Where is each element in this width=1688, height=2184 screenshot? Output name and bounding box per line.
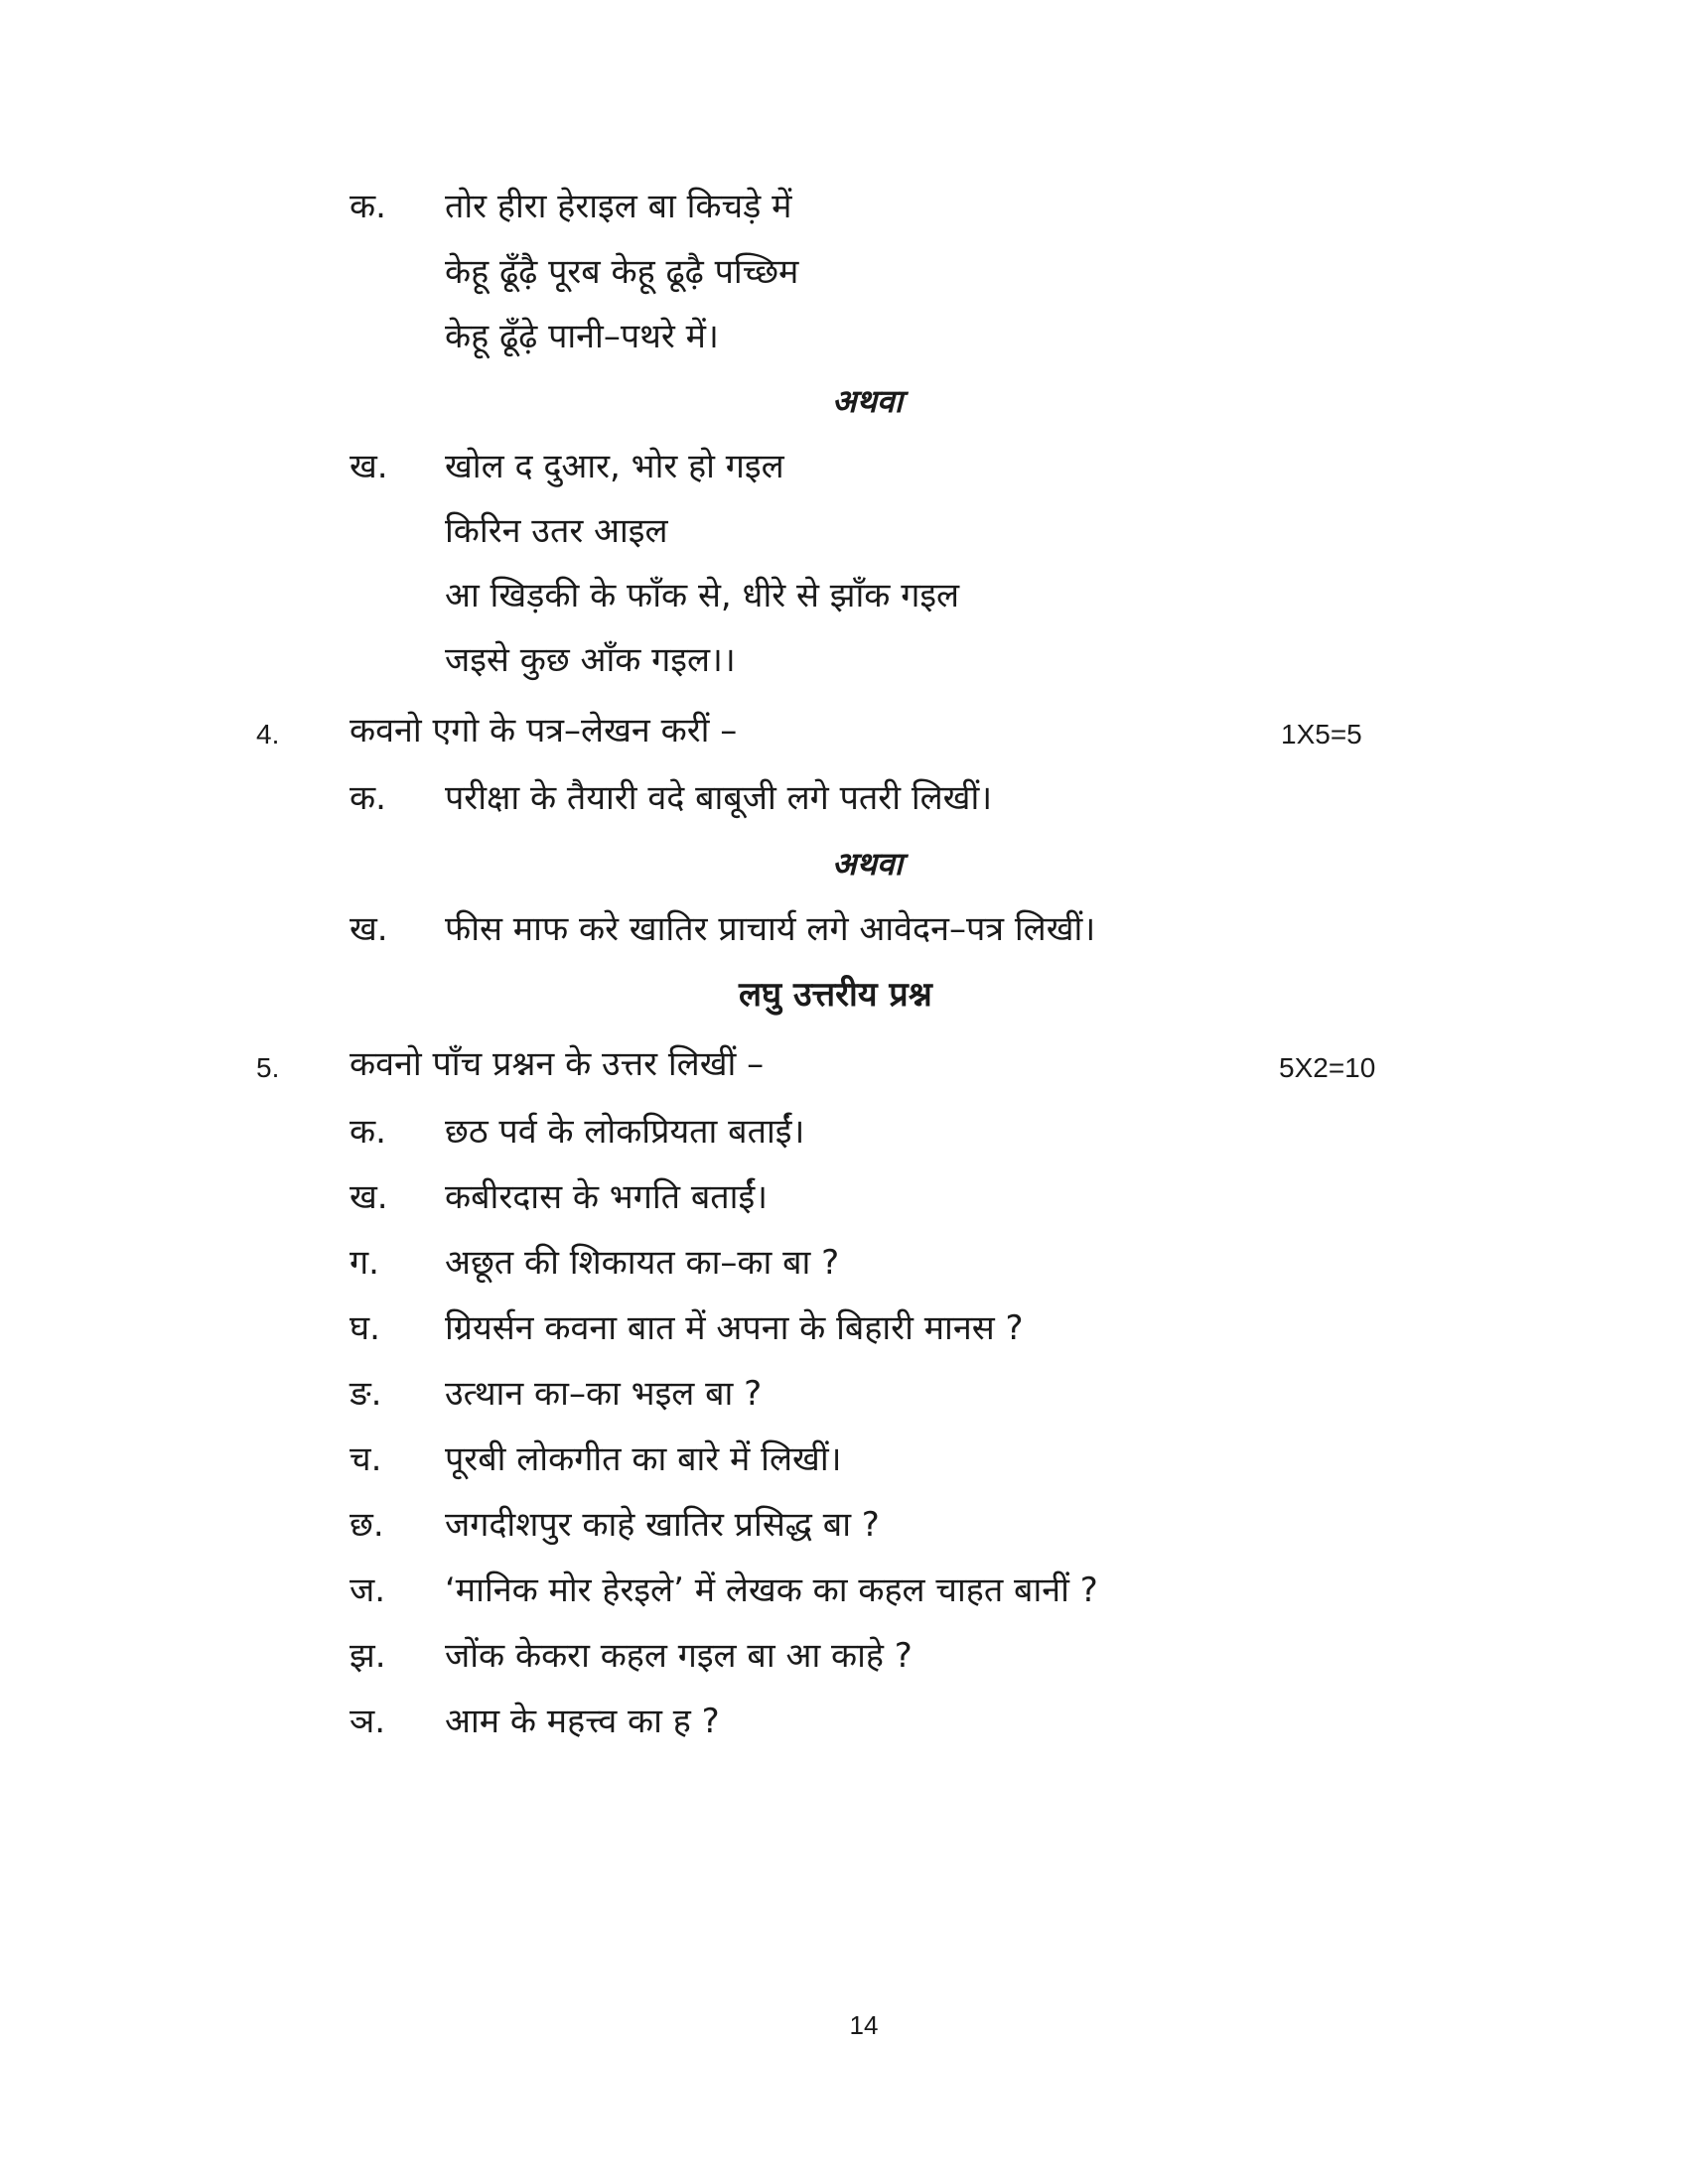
q5-item-label: छ.	[350, 1505, 384, 1545]
q5-item-text: पूरबी लोकगीत का बारे में लिखीं।	[445, 1439, 842, 1479]
q3-b-line-3: आ खिड़की के फाँक से, धीरे से झाँक गइल	[445, 576, 960, 615]
q4-title: कवनो एगो के पत्र–लेखन करीं –	[350, 711, 738, 751]
q5-item-label: झ.	[350, 1636, 386, 1676]
section-heading: लघु उत्तरीय प्रश्न	[739, 975, 932, 1015]
q3-b-label: ख.	[350, 447, 388, 486]
q4-a-text: परीक्षा के तैयारी वदे बाबूजी लगे पतरी लिखीं।	[445, 778, 993, 818]
q3-b-line-1: खोल द दुआर, भोर हो गइल	[445, 447, 784, 486]
q5-item-label: ञ.	[350, 1702, 386, 1741]
q5-title: कवनो पाँच प्रश्नन के उत्तर लिखीं –	[350, 1044, 765, 1084]
q5-item-text: उत्थान का–का भइल बा ?	[445, 1374, 763, 1414]
q4-b-label: ख.	[350, 909, 388, 949]
q3-b-line-2: किरिन उतर आइल	[445, 511, 668, 551]
q5-item-label: च.	[350, 1439, 382, 1479]
q3-a-line-3: केहू ढूँढ़े पानी–पथरे में।	[445, 317, 719, 356]
q5-item-label: ङ.	[350, 1374, 382, 1414]
q5-item-text: आम के महत्त्व का ह ?	[445, 1702, 720, 1741]
q5-item-text: अछूत की शिकायत का–का बा ?	[445, 1243, 840, 1283]
q4-b-text: फीस माफ करे खातिर प्राचार्य लगे आवेदन–पत्र लिखीं।	[445, 909, 1096, 949]
q3-b-line-4: जइसे कुछ आँक गइल।।	[445, 640, 736, 680]
q4-number: 4.	[256, 719, 280, 750]
q5-item-label: ख.	[350, 1177, 388, 1217]
q3-a-label: क.	[350, 187, 386, 226]
q5-item-text: ‘मानिक मोर हेरइले’ में लेखक का कहल चाहत बानीं ?	[445, 1570, 1098, 1610]
q4-or-label: अथवा	[832, 845, 903, 883]
q3-or-label: अथवा	[832, 382, 903, 420]
q4-marks: 1X5=5	[1281, 719, 1362, 750]
q5-item-text: जोंक केकरा कहल गइल बा आ काहे ?	[445, 1636, 913, 1676]
q3-a-line-2: केहू ढूँढ़ै पूरब केहू ढूढ़ै पच्छिम	[445, 252, 799, 292]
q5-item-text: छठ पर्व के लोकप्रियता बताईं।	[445, 1112, 805, 1152]
q4-a-label: क.	[350, 778, 386, 818]
q5-item-label: ज.	[350, 1570, 386, 1610]
q5-item-text: जगदीशपुर काहे खातिर प्रसिद्ध बा ?	[445, 1505, 880, 1545]
q5-item-label: ग.	[350, 1243, 379, 1283]
q5-item-text: कबीरदास के भगति बताईं।	[445, 1177, 769, 1217]
q5-item-text: ग्रियर्सन कवना बात में अपना के बिहारी मानस ?	[445, 1308, 1024, 1348]
q3-a-line-1: तोर हीरा हेराइल बा किचड़े में	[445, 187, 792, 226]
page-number: 14	[849, 2010, 879, 2040]
q5-item-label: क.	[350, 1112, 386, 1152]
q5-item-label: घ.	[350, 1308, 380, 1348]
q5-number: 5.	[256, 1052, 280, 1083]
q5-marks: 5X2=10	[1279, 1052, 1376, 1083]
